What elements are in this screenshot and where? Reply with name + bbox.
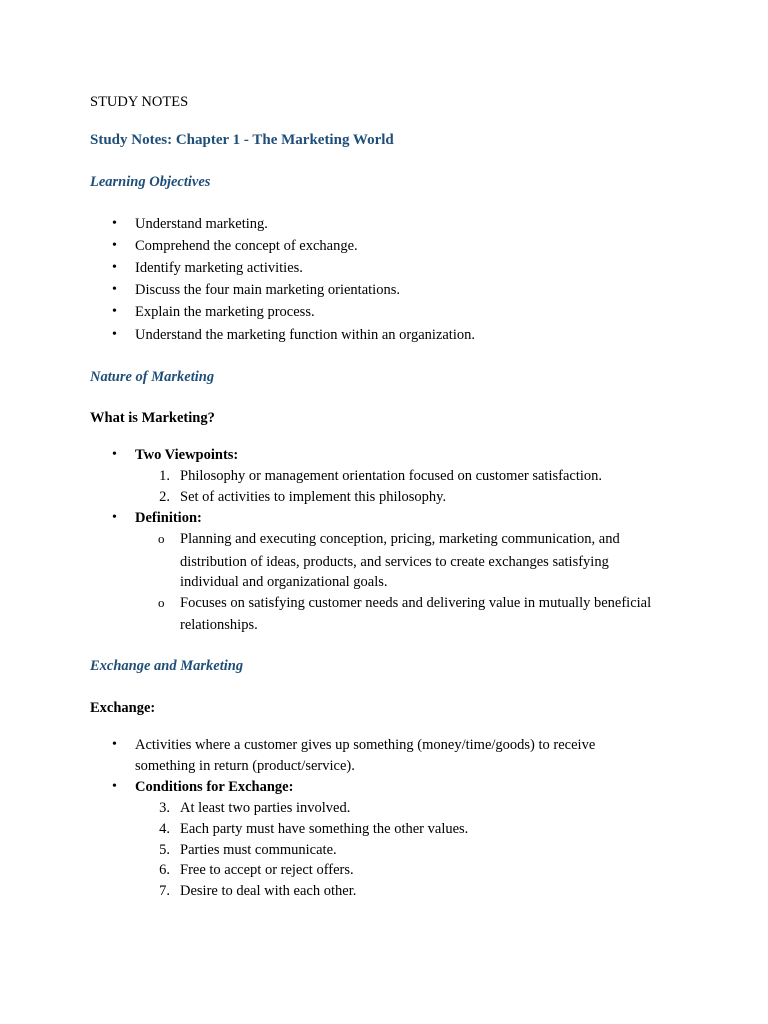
numbered-marker: 5. — [159, 842, 170, 858]
list-bullet: • — [112, 779, 117, 794]
sub-bullet-marker: o — [158, 531, 165, 546]
exchange-activity-line: something in return (product/service). — [135, 758, 355, 774]
list-item: Understand marketing. — [135, 216, 268, 232]
list-bullet: • — [112, 327, 117, 342]
definition-line: Planning and executing conception, pricing, marketing communication, and — [180, 531, 620, 547]
definition-line: individual and organizational goals. — [180, 574, 388, 590]
numbered-item: Set of activities to implement this philosophy. — [180, 489, 447, 505]
list-bullet: • — [112, 260, 117, 275]
numbered-marker: 1. — [159, 468, 170, 484]
numbered-item: Parties must communicate. — [180, 842, 337, 858]
exchange-and-marketing-heading: Exchange and Marketing — [90, 658, 244, 674]
exchange-subheading: Exchange: — [90, 700, 156, 716]
list-bullet: • — [112, 238, 117, 253]
numbered-marker: 7. — [159, 883, 170, 899]
numbered-item: Philosophy or management orientation focused on customer satisfaction. — [180, 468, 603, 484]
numbered-marker: 4. — [159, 821, 170, 837]
chapter-title: Study Notes: Chapter 1 - The Marketing World — [90, 132, 394, 148]
document-label: STUDY NOTES — [90, 94, 189, 110]
numbered-item: At least two parties involved. — [180, 800, 351, 816]
list-item: Discuss the four main marketing orientations. — [135, 282, 400, 298]
definition-line: Focuses on satisfying customer needs and delivering value in mutually beneficial — [180, 595, 652, 611]
list-bullet: • — [112, 510, 117, 525]
list-bullet: • — [112, 216, 117, 231]
nature-of-marketing-heading: Nature of Marketing — [90, 369, 215, 385]
list-bullet: • — [112, 282, 117, 297]
exchange-activity-line: Activities where a customer gives up something (money/time/goods) to receive — [135, 737, 596, 753]
viewpoints-label: Two Viewpoints: — [135, 447, 239, 463]
numbered-item: Each party must have something the other values. — [180, 821, 469, 837]
definition-label: Definition: — [135, 510, 202, 526]
sub-bullet-marker: o — [158, 595, 165, 610]
list-bullet: • — [112, 447, 117, 462]
list-item: Explain the marketing process. — [135, 304, 315, 320]
numbered-item: Free to accept or reject offers. — [180, 862, 354, 878]
definition-line: distribution of ideas, products, and services to create exchanges satisfying — [180, 554, 609, 570]
learning-objectives-heading: Learning Objectives — [90, 174, 211, 190]
definition-line: relationships. — [180, 617, 258, 633]
numbered-marker: 6. — [159, 862, 170, 878]
numbered-item: Desire to deal with each other. — [180, 883, 357, 899]
list-bullet: • — [112, 304, 117, 319]
list-item: Identify marketing activities. — [135, 260, 303, 276]
conditions-label: Conditions for Exchange: — [135, 779, 294, 795]
what-is-marketing-subheading: What is Marketing? — [90, 410, 215, 426]
numbered-marker: 3. — [159, 800, 170, 816]
numbered-marker: 2. — [159, 489, 170, 505]
list-bullet: • — [112, 737, 117, 752]
list-item: Understand the marketing function within an organization. — [135, 327, 475, 343]
list-item: Comprehend the concept of exchange. — [135, 238, 358, 254]
